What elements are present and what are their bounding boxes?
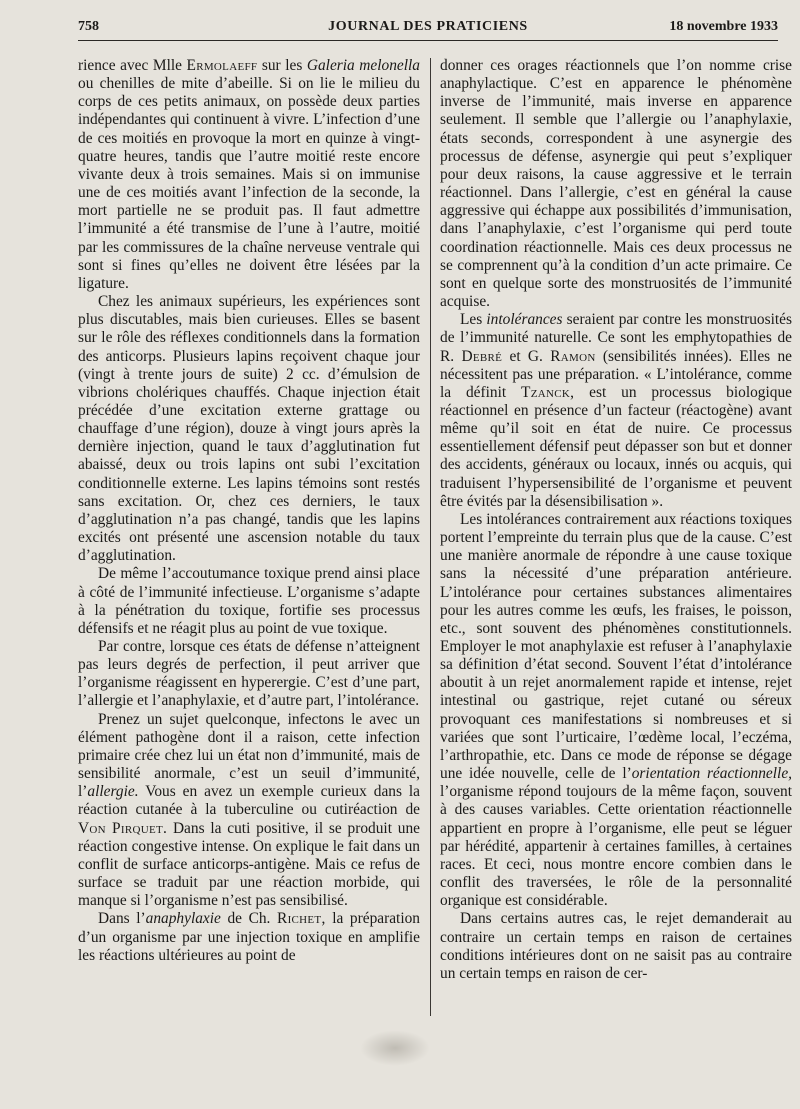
- text-span: ou chenilles de mite d’abeille. Si on lie le milieu du corps de ces petits animaux, on possède deux parties indépendantes qui continuent à vivre. L’infection d’une de ces moitiés en provoque la mort en quinze à vingt-quatre heures, tandis que l’autre moitié reste encore vivante deux à trois semaines. Mais si on immunise une de ces moitiés avant l’infection de la seconde, la mort partielle ne se produit pas. Il faut admettre l’immunité a été transmise de l’une à l’autre, moitié par les commissures de la chaîne nerveuse ventrale qui sont si fines qu’elles ne doivent être lésées par la ligature.: [78, 75, 420, 292]
- text-span: de Ch.: [220, 910, 277, 928]
- author-name: Richet,: [277, 910, 326, 928]
- page-number: 758: [78, 19, 99, 34]
- term: allergie.: [87, 783, 139, 801]
- paragraph: De même l’accoutumance toxique prend ainsi place à côté de l’immunité infectieuse. L’organisme s’adapte à la pénétration du toxique, fortifie ses processus défensifs et ne réagit plus au point de vue toxique.: [78, 565, 420, 637]
- text-span: est un processus biologique réactionnel en présence d’un facteur (réactogène) avant même qu’il soit en état de nuire. Ce processus essentiellement défensif peut dépasser son but et donner des accidents, généraux ou locaux, innés ou acquis, qui traduisent l’hypersensibilité de l’organisme et peuvent être évités par la désensibilisation ».: [440, 383, 792, 510]
- author-name: Von Pirquet.: [78, 819, 168, 837]
- paragraph: donner ces orages réactionnels que l’on nomme crise anaphylactique. C’est en apparence le phénomène inverse de l’immunité, mais inverse en apparence seulement. Il semble que l’allergie ou l’anaphylaxie, états seconds, correspondent à une asynergie des processus de défense, asynergie qui peut s’expliquer pour deux raisons, la cause aggressive et le terrain réactionnel. Dans l’allergie, c’est en général la cause aggressive qui échappe aux possibilités d’immunisation, dans l’anaphylaxie, c’est l’organisme qui perd toute coordination réactionnelle. Mais ces deux processus ne se comprennent qu’à la condition d’un acte primaire. Ce sont en quelque sorte des monstruosités de l’immunité acquise.: [440, 57, 792, 311]
- text-span: rience avec Mlle: [78, 57, 187, 74]
- text-span: et G.: [502, 347, 551, 365]
- paragraph: [440, 311, 792, 511]
- left-column: [78, 57, 420, 965]
- paper-stain: [360, 1030, 430, 1066]
- column-divider: [430, 58, 431, 1016]
- paragraph: Par contre, lorsque ces états de défense n’atteignent pas leurs degrés de perfection, il peut arriver que l’organisme réagissent en hyperergie. C’est d’une part, l’allergie et l’anaphylaxie, et d’autre part, l’intolérance.: [78, 638, 420, 710]
- text-span: sur les: [257, 57, 307, 74]
- text-span: Prenez un sujet quelconque, infectons le avec un élément pathogène dont il a raison, cette infection primaire crée chez lui un état non d’immunité, mais de sensibilité anormale, c’est un seuil d’immunité, l’: [78, 710, 420, 801]
- text-span: seraient par contre les monstruosités de l’immunité naturelle. Ce sont les emphytopathies de R.: [440, 311, 792, 365]
- author-name: Debré: [461, 347, 503, 365]
- author-name: Tzanck,: [521, 383, 575, 401]
- text-span: l’organisme répond toujours de la même façon, souvent à des causes variables. Cette orientation réactionnelle appartient en propre à l’organisme, elle peut se léguer par hérédité, appartenir à certaines familles, à certaines races. Et ceci, nous montre encore combien dans le conflit des traversées, le rôle de la personnalité organique est considérable.: [440, 783, 792, 910]
- author-name: Ramon: [550, 347, 596, 365]
- text-span: Dans l’: [98, 910, 146, 928]
- journal-title: JOURNAL DES PRATICIENS: [328, 19, 528, 34]
- paragraph: Chez les animaux supérieurs, les expériences sont plus discutables, mais bien curieuses. Elles se basent sur le rôle des réflexes conditionnels dans la formation des anticorps. Plusieurs lapins reçoivent chaque jour (vingt à trente jours de suite) 2 cc. d’émulsion de vibrions cholériques chauffés. Chaque injection était précédée d’une excitation externe grattage ou chauffage d’une région), douze à vingt jours après la dernière injection, quand le taux d’agglutination fut abaissé, deux ou trois lapins ont subi l’excitation conditionnelle externe. Les lapins témoins sont restés sans excitation. Or, chez ces derniers, le taux d’agglutination n’a pas changé, tandis que les lapins excités ont présenté une ascension notable du taux d’agglutination.: [78, 293, 420, 565]
- right-column: [440, 57, 792, 983]
- paragraph: [78, 57, 420, 293]
- paragraph: [78, 711, 420, 911]
- text-span: Les intolérances contrairement aux réactions toxiques portent l’empreinte du terrain plus que de la cause. C’est une manière anormale de répondre à une cause toxique sans la nécessité d’une préparation antérieure. L’intolérance pour certaines substances alimentaires pour les autres comme les œufs, les fraises, le poisson, etc., sont souvent des phénomènes constitutionnels. Employer le mot anaphylaxie est refuser à l’anaphylaxie sa définition d’état second. Souvent l’état d’intolérance aboutit à un rejet anormalement rapide et intense, rejet intestinal ou gastrique, rejet cutané ou séreux provoquant ces manifestations si nombreuses et si variées que sont l’urticaire, l’œdème local, l’eczéma, l’arthropathie, etc. Dans ce mode de réponse se dégage une idée nouvelle, celle de l’: [440, 510, 792, 783]
- term: anaphylaxie: [145, 910, 221, 928]
- species-name: Galeria melonella: [306, 57, 420, 74]
- text-span: Vous en avez un exemple curieux dans la réaction cutanée à la tuberculine ou cutiréaction de: [78, 783, 420, 819]
- text-span: Dans la cuti positive, il se produit une réaction congestive intense. On explique le fait dans un conflit de surface anticorps-antigène. Mais ce refus de surface se traduit par une réaction morbide, qui manque si l’organisme n’est pas sensibilisé.: [78, 819, 420, 910]
- text-span: Les: [460, 311, 487, 329]
- paragraph: [440, 511, 792, 910]
- text-span: (sensibilités innées). Elles ne nécessitent pas une préparation. « L’intolérance, comme la définit: [440, 347, 792, 401]
- term: intolérances: [486, 311, 563, 329]
- page-header: [78, 14, 778, 41]
- text-span: la préparation d’un organisme par une injection toxique en amplifie les réactions ultérieures au point de: [78, 910, 420, 964]
- term: orientation réactionnelle,: [631, 765, 792, 783]
- paragraph: [78, 910, 420, 964]
- paragraph: Dans certains autres cas, le rejet demanderait au contraire un certain temps en raison de certaines conditions intérieures dont on ne saisit pas au contraire un certain temps en raison de cer-: [440, 910, 792, 982]
- author-name: Ermolaeff: [186, 57, 258, 74]
- issue-date: 18 novembre 1933: [669, 19, 778, 34]
